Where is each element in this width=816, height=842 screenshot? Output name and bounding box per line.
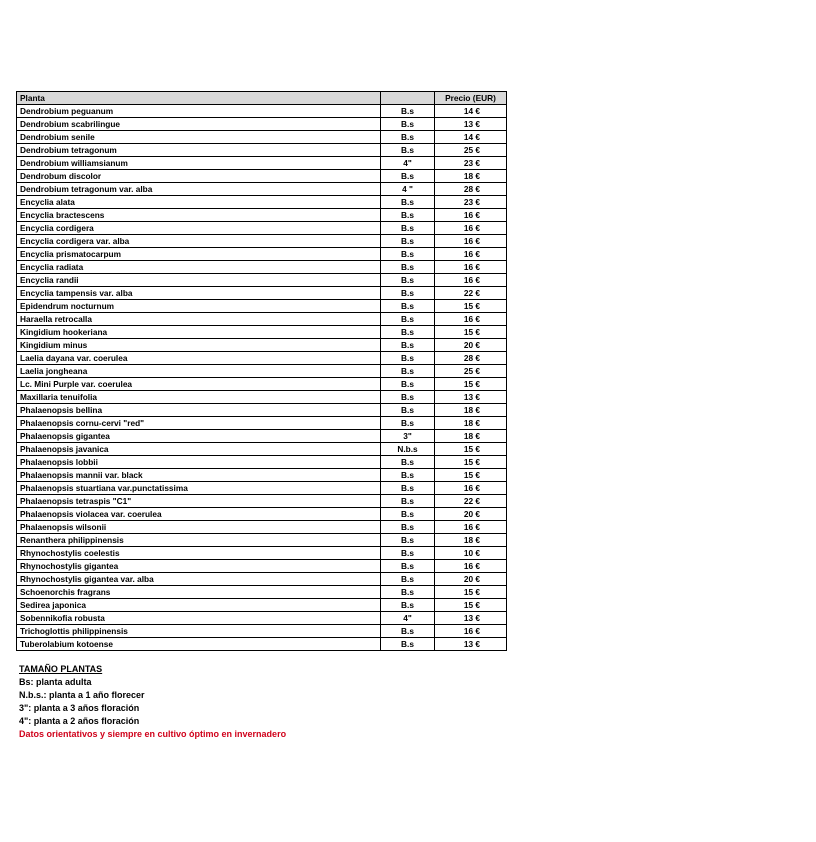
cell-plant-name: Laelia dayana var. coerulea [17, 352, 381, 365]
legend-item: Bs: planta adulta [19, 677, 92, 687]
cell-plant-name: Phalaenopsis bellina [17, 404, 381, 417]
table-row [17, 638, 507, 651]
cell-plant-name: Phalaenopsis tetraspis "C1" [17, 495, 381, 508]
table-row [17, 261, 507, 274]
table-row [17, 417, 507, 430]
table-row [17, 573, 507, 586]
table-row [17, 274, 507, 287]
cell-plant-name: Encyclia radiata [17, 261, 381, 274]
cell-plant-name: Encyclia cordigera var. alba [17, 235, 381, 248]
cell-size: B.s [381, 638, 435, 651]
cell-plant-name: Renanthera philippinensis [17, 534, 381, 547]
cell-plant-name: Dendrobium williamsianum [17, 157, 381, 170]
table-row [17, 495, 507, 508]
table-row [17, 222, 507, 235]
legend-item: N.b.s.: planta a 1 año florecer [19, 690, 145, 700]
cell-price: 13 € [435, 391, 507, 404]
price-table [16, 91, 507, 651]
cell-price: 28 € [435, 183, 507, 196]
table-row [17, 118, 507, 131]
cell-plant-name: Encyclia tampensis var. alba [17, 287, 381, 300]
cell-plant-name: Sobennikofia robusta [17, 612, 381, 625]
table-header-row [17, 92, 507, 105]
cell-size: 4 " [381, 183, 435, 196]
cell-plant-name: Dendrobum discolor [17, 170, 381, 183]
cell-size: B.s [381, 469, 435, 482]
table-row [17, 131, 507, 144]
cell-plant-name: Encyclia alata [17, 196, 381, 209]
cell-plant-name: Encyclia bractescens [17, 209, 381, 222]
cell-plant-name: Trichoglottis philippinensis [17, 625, 381, 638]
cell-price: 13 € [435, 118, 507, 131]
table-row [17, 352, 507, 365]
table-row [17, 521, 507, 534]
cell-price: 22 € [435, 287, 507, 300]
cell-price: 15 € [435, 300, 507, 313]
table-row [17, 469, 507, 482]
table-row [17, 170, 507, 183]
table-row [17, 625, 507, 638]
table-row [17, 326, 507, 339]
cell-price: 13 € [435, 638, 507, 651]
column-header-size [381, 92, 435, 105]
column-header-plant: Planta [17, 92, 381, 105]
cell-plant-name: Rhynochostylis coelestis [17, 547, 381, 560]
cell-plant-name: Phalaenopsis wilsonii [17, 521, 381, 534]
cell-plant-name: Tuberolabium kotoense [17, 638, 381, 651]
cell-price: 16 € [435, 222, 507, 235]
cell-size: B.s [381, 391, 435, 404]
cell-price: 20 € [435, 508, 507, 521]
cell-size: B.s [381, 326, 435, 339]
cell-size: B.s [381, 131, 435, 144]
cell-size: B.s [381, 235, 435, 248]
table-row [17, 456, 507, 469]
cell-plant-name: Dendrobium tetragonum var. alba [17, 183, 381, 196]
cell-size: 3" [381, 430, 435, 443]
cell-plant-name: Haraella retrocalla [17, 313, 381, 326]
cell-price: 28 € [435, 352, 507, 365]
cell-price: 16 € [435, 560, 507, 573]
cell-plant-name: Encyclia randii [17, 274, 381, 287]
cell-price: 18 € [435, 404, 507, 417]
cell-plant-name: Epidendrum nocturnum [17, 300, 381, 313]
cell-size: B.s [381, 560, 435, 573]
cell-price: 16 € [435, 248, 507, 261]
cell-size: B.s [381, 170, 435, 183]
cell-size: B.s [381, 508, 435, 521]
table-row [17, 391, 507, 404]
cell-size: 4" [381, 612, 435, 625]
cell-plant-name: Kingidium hookeriana [17, 326, 381, 339]
cell-size: B.s [381, 365, 435, 378]
cell-plant-name: Schoenorchis fragrans [17, 586, 381, 599]
cell-price: 25 € [435, 365, 507, 378]
cell-price: 15 € [435, 586, 507, 599]
cell-size: B.s [381, 521, 435, 534]
legend-title: TAMAÑO PLANTAS [19, 664, 103, 674]
cell-plant-name: Sedirea japonica [17, 599, 381, 612]
table-row [17, 365, 507, 378]
cell-plant-name: Encyclia prismatocarpum [17, 248, 381, 261]
cell-size: B.s [381, 378, 435, 391]
cell-price: 16 € [435, 625, 507, 638]
cell-price: 14 € [435, 105, 507, 118]
table-row [17, 157, 507, 170]
cell-size: B.s [381, 339, 435, 352]
table-row [17, 196, 507, 209]
cell-price: 20 € [435, 339, 507, 352]
table-row [17, 612, 507, 625]
cell-plant-name: Lc. Mini Purple var. coerulea [17, 378, 381, 391]
cell-size: B.s [381, 352, 435, 365]
cell-price: 16 € [435, 274, 507, 287]
cell-plant-name: Phalaenopsis javanica [17, 443, 381, 456]
table-row [17, 339, 507, 352]
table-row [17, 430, 507, 443]
cell-size: B.s [381, 417, 435, 430]
cell-price: 13 € [435, 612, 507, 625]
cell-size: B.s [381, 625, 435, 638]
table-row [17, 547, 507, 560]
cell-size: N.b.s [381, 443, 435, 456]
table-row [17, 508, 507, 521]
cell-price: 18 € [435, 417, 507, 430]
table-row [17, 235, 507, 248]
cell-size: B.s [381, 105, 435, 118]
column-header-price: Precio (EUR) [435, 92, 507, 105]
cell-size: 4" [381, 157, 435, 170]
table-row [17, 482, 507, 495]
legend-item: 4": planta a 2 años floración [19, 716, 140, 726]
cell-price: 16 € [435, 521, 507, 534]
cell-plant-name: Maxillaria tenuifolia [17, 391, 381, 404]
cell-plant-name: Phalaenopsis cornu-cervi "red" [17, 417, 381, 430]
table-row [17, 144, 507, 157]
cell-price: 23 € [435, 196, 507, 209]
cell-price: 10 € [435, 547, 507, 560]
legend-item: 3": planta a 3 años floración [19, 703, 140, 713]
cell-price: 16 € [435, 261, 507, 274]
cell-size: B.s [381, 547, 435, 560]
table-row [17, 586, 507, 599]
table-row [17, 599, 507, 612]
cell-size: B.s [381, 313, 435, 326]
cell-plant-name: Phalaenopsis gigantea [17, 430, 381, 443]
cell-size: B.s [381, 248, 435, 261]
table-row [17, 183, 507, 196]
cell-size: B.s [381, 209, 435, 222]
cell-plant-name: Encyclia cordigera [17, 222, 381, 235]
cell-price: 18 € [435, 534, 507, 547]
table-row [17, 209, 507, 222]
table-row [17, 300, 507, 313]
cell-plant-name: Phalaenopsis lobbii [17, 456, 381, 469]
cell-plant-name: Kingidium minus [17, 339, 381, 352]
cell-plant-name: Phalaenopsis violacea var. coerulea [17, 508, 381, 521]
cell-plant-name: Dendrobium peguanum [17, 105, 381, 118]
cell-size: B.s [381, 300, 435, 313]
cell-size: B.s [381, 261, 435, 274]
cell-price: 22 € [435, 495, 507, 508]
cell-plant-name: Dendrobium tetragonum [17, 144, 381, 157]
cell-plant-name: Dendrobium scabrilingue [17, 118, 381, 131]
cell-size: B.s [381, 118, 435, 131]
cell-price: 16 € [435, 313, 507, 326]
cell-plant-name: Rhynochostylis gigantea var. alba [17, 573, 381, 586]
cell-price: 20 € [435, 573, 507, 586]
cell-price: 18 € [435, 170, 507, 183]
cell-price: 15 € [435, 469, 507, 482]
cell-size: B.s [381, 534, 435, 547]
table-row [17, 534, 507, 547]
cell-price: 15 € [435, 378, 507, 391]
table-row [17, 560, 507, 573]
cell-size: B.s [381, 456, 435, 469]
cell-size: B.s [381, 495, 435, 508]
cell-size: B.s [381, 599, 435, 612]
cell-price: 23 € [435, 157, 507, 170]
cell-price: 14 € [435, 131, 507, 144]
cell-size: B.s [381, 222, 435, 235]
cell-size: B.s [381, 144, 435, 157]
cell-price: 15 € [435, 443, 507, 456]
cell-price: 15 € [435, 456, 507, 469]
cell-plant-name: Dendrobium senile [17, 131, 381, 144]
cell-plant-name: Rhynochostylis gigantea [17, 560, 381, 573]
cell-size: B.s [381, 287, 435, 300]
cell-plant-name: Phalaenopsis mannii var. black [17, 469, 381, 482]
cell-price: 25 € [435, 144, 507, 157]
cell-size: B.s [381, 586, 435, 599]
cell-plant-name: Laelia jongheana [17, 365, 381, 378]
table-body [17, 105, 507, 651]
table-row [17, 313, 507, 326]
legend-note: Datos orientativos y siempre en cultivo óptimo en invernadero [19, 729, 287, 739]
cell-size: B.s [381, 573, 435, 586]
cell-plant-name: Phalaenopsis stuartiana var.punctatissima [17, 482, 381, 495]
cell-price: 16 € [435, 209, 507, 222]
cell-size: B.s [381, 274, 435, 287]
cell-size: B.s [381, 196, 435, 209]
cell-price: 15 € [435, 326, 507, 339]
table-row [17, 248, 507, 261]
table-row [17, 105, 507, 118]
table-row [17, 378, 507, 391]
cell-price: 16 € [435, 235, 507, 248]
size-legend [19, 663, 286, 741]
cell-price: 16 € [435, 482, 507, 495]
cell-size: B.s [381, 482, 435, 495]
cell-price: 18 € [435, 430, 507, 443]
cell-price: 15 € [435, 599, 507, 612]
table-row [17, 443, 507, 456]
cell-size: B.s [381, 404, 435, 417]
table-row [17, 287, 507, 300]
table-row [17, 404, 507, 417]
